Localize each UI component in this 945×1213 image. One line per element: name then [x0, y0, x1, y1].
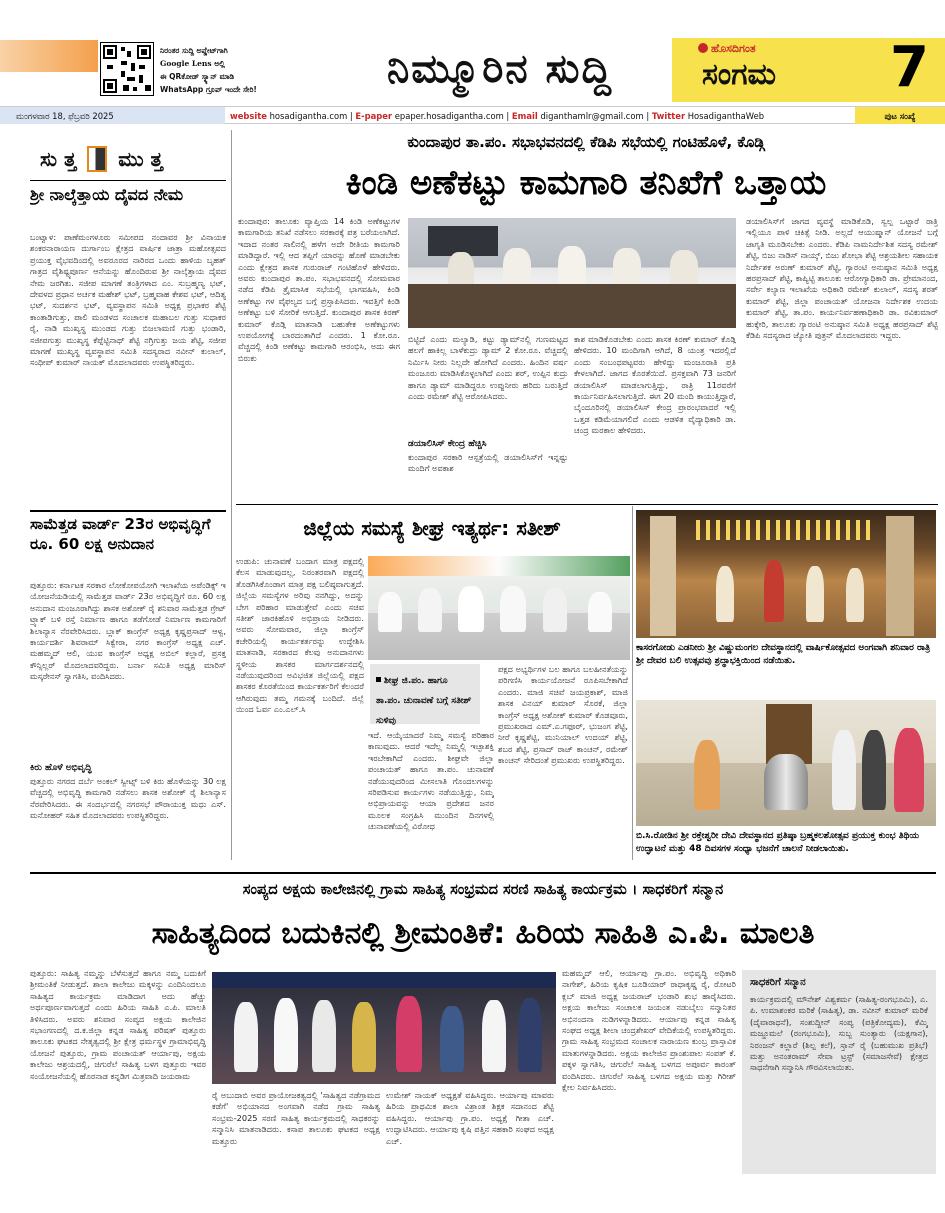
masthead — [0, 0, 945, 121]
samaithada-body: ಪುತ್ತೂರು: ಕರ್ನಾಟಕ ಸರಕಾರ ಲೋಕೋಪಯೋಗಿ ಇಲಾಖೆಯ ಅಪೆಂಡಿಕ್ಸ್ ಇ ಯೋಜನೆಯಡಿಯಲ್ಲಿ ಸಾಮೆತ್ತಡ ವಾರ್ಡ್ 23ರ ಅಭಿವೃದ್ಧಿಗೆ ರೂ. 60 ಲಕ್ಷ ಅನುದಾನ ಮಂಜೂರಾಗಿದ್ದು ಶಾಸಕ ಅಶೋಕ್ ರೈ ಶನಿವಾರ ಸಾಮೆತ್ತಡ ಗ್ರೇಟ್ ಟ್ರ್ಯಾಕ್ ಬಳಿ ರಸ್ತೆ ನಿರ್ಮಾಣ ಹಾಗೂ ತಡೆಗೋಡೆ ನಿರ್ಮಾಣ ಕಾಮಗಾರಿಗೆ ಶಿಲಾನ್ಯಾಸ ನೆರವೇರಿಸಿದರು. ಬ್ಲಾಕ್ ಕಾಂಗ್ರೆಸ್ ಅಧ್ಯಕ್ಷ ಕೃಷ್ಣಪ್ರಸಾದ್ ಆಳ್ವ, ಕಾರ್ಯದರ್ಶಿ ಶಿವರಾಮ್ ಸಿಕ್ವೇರಾ, ನಗರ ಕಾಂಗ್ರೆಸ್ ಅಧ್ಯಕ್ಷ ಎಚ್. ಮಹಮ್ಮದ್ ಆಲಿ, ಯುವ ಕಾಂಗ್ರೆಸ್ ಅಧ್ಯಕ್ಷ ಅಬಿಲ್ ಕಲ್ಲಾರೆ, ಪ್ರಸಕ್ತ ಕೌನ್ಸಿಲ್ಲರ್ ಮೊದಲಾದವರಿದ್ದರು. ಬರ್ನಾ ಸಮಿತಿ ಅಧ್ಯಕ್ಷ ಮಾರಿಸ್ ಮಸ್ಕರೇನಸ್ ಸ್ವಾಗತಿಸಿ, ವಂದಿಸಿದರು. — [30, 580, 226, 682]
person-figure — [234, 1002, 258, 1072]
kindi-kicker: ಕುಂದಾಪುರ ತಾ.ಪಂ. ಸಭಾಭವನದಲ್ಲಿ ಕೆಡಿಪಿ ಸಭೆಯಲ್ಲಿ ಗಂಟಿಹೊಳೆ, ಕೊಡ್ಗಿ — [407, 133, 765, 151]
nalketaya-body: ಬಂಟ್ವಾಳ: ಪಾಣೆಮಂಗಳೂರು ಸಮೀಪದ ನಂದಾವರ ಶ್ರೀ ವಿನಾಯಕ ಶಂಕರನಾರಾಯಣ ದುರ್ಗಾಂಬ ಕ್ಷೇತ್ರದ ವಾರ್ಷಿಕ ಜಾತ್ರಾ ಮಹೋತ್ಸವದ ಪ್ರಯುಕ್ತ ವೈಭವದಿಂದಲ್ಲಿ ಅವರೂರದ ನಾರಿರದ ಒಂದು ಹಾಳಿಯ ಬೃಹತ್ ಗಾತ್ರದ ವೈಶಿಷ್ಟ್ಯಪೂರ್ಣ ಆನೆಯನ್ನು ಹೊಂದಿರುವ ಶ್ರೀ ನಾಲ್ಕೆತ್ತಾಯ ದೈವದ ನೇಮ ಜರಗಿತು. ಸಜೀಪ ಮಾಗಣೆ ತಂತ್ರಿಗಳಾದ ಎಂ. ಸುಬ್ರಹ್ಮಣ್ಯ ಭಟ್, ದೇವಳದ ಪ್ರಧಾನ ಅರ್ಚಕ ಮಹೇಶ್ ಭಟ್, ಬ್ರಹ್ಮವಾಹ ಕೇಶವ ಭಟ್, ಆದಿತ್ಯ ಭಟ್, ಸುದರ್ಶನ ಭಟ್, ವ್ಯವಸ್ಥಾಪನ ಸಮಿತಿ ಅಧ್ಯಕ್ಷ ಪ್ರಭಾಕರ ಶೆಟ್ಟಿ ಕಾಂತಾಡಿಗುತ್ತು, ಪಾಲಿ ಮಂಡಳದ ಸಂಚಾಲಕ ಮಹಾಬಲ ಗುತ್ತು ಸುಧಾಕರ ರೈ, ನಾಡಿ ಮುಖ್ಯಸ್ಥ ಮುಂಡದ ಗುತ್ತು ಬಿಜಲಾಮಣಿ ಗುತ್ತು ಭಂಡಾರಿ, ಸಜೀಪಗುತ್ತು ಮುಖ್ಯಸ್ಥ ಕೆಪ್ಪೆಟ್ಟಿನಾಥ್ ಶೆಟ್ಟಿ ನಗ್ರಿಗುತ್ತು ಜಯ ಶೆಟ್ಟಿ, ಸಜೀಪ ಮಾಗಣೆ ಮುಖ್ಯಸ್ಥ ವ್ಯವಸ್ಥಾಪನ ಸಮಿತಿ ಸದಸ್ಯರಾದ ನವೀನ್ ಕುಲಾಲ್, ಸಂಧೀಪ್ ಕುಮಾರ್ ನಾಯಕ್ ಮೊದಲಾದವರು ಉಪಸ್ಥಿತರಿದ್ದರು. — [30, 232, 226, 368]
jilleya-pullquote — [370, 664, 480, 724]
jilleya-col-3: ಪಕ್ಷದ ಅಭ್ಯರ್ಥಿಗಳ ಬಲ ಹಾಗೂ ಬಲಹೀನತೆಯನ್ನು ಪರಿಗಣಿಸಿ ಕಾರ್ಯಯೋಜನೆ ರೂಪಿಸಬೇಕಾಗಿದೆ ಎಂದರು. ಮಾಜಿ ಸಚಿವೆ ಜಯಪ್ರಕಾಶ್, ಮಾಜಿ ಶಾಸಕ ವಿನಯ್ ಕುಮಾರ್ ಸೊರಕೆ, ಜಿಲ್ಲಾ ಕಾಂಗ್ರೆಸ್ ಅಧ್ಯಕ್ಷ ಅಶೋಕ್ ಕುಮಾರ್ ಕೊಡವೂರು, ಪ್ರಮುಖರಾದ ಎಮ್.ಎ.ಗಫೂರ್, ಭುಜಂಗ ಶೆಟ್ಟಿ, ನೀರೆ ಕೃಷ್ಣಶೆಟ್ಟಿ, ಮುನಿಯಾಲ್ ಉದಯ್ ಶೆಟ್ಟಿ, ಶಬರ ಶೆಟ್ಟಿ, ಪ್ರಸಾದ್ ರಾಜ್ ಕಾಂಚನ್, ರಮೇಶ್ ಕಾಂಚನ್ ಸೇರಿದಂತೆ ಪ್ರಮುಖರು ಉಪಸ್ಥಿತರಿದ್ದರು. — [498, 664, 628, 766]
qr-line-4: WhatsApp ಗ್ರೂಪ್ ಇಂದೇ ಸೇರಿ! — [160, 85, 257, 94]
divider — [30, 510, 226, 512]
qr-line-2: Google Lens ಅಲ್ಲಿ — [160, 59, 225, 68]
brand-big: ಸಂಗಮ — [702, 57, 776, 92]
logo-right: ಮು ತ್ತ — [118, 147, 163, 171]
person-figure — [312, 1000, 336, 1072]
door-icon — [87, 146, 107, 172]
twitter-link[interactable]: HosadiganthaWeb — [687, 111, 765, 121]
issue-date: ಮಂಗಳವಾರ 18, ಫೆಬ್ರವರಿ 2025 — [0, 107, 225, 124]
page-number: 7 — [890, 35, 929, 100]
divider — [30, 872, 936, 874]
sahitya-col-3: ಉಮೇಶ್ ನಾಯಕ್ ಅಧ್ಯಕ್ಷತೆ ವಹಿಸಿದ್ದರು. ಆರ್ಯಾಪು ಮಾವರು ಹಿರಿಯ ಪ್ರಾಥಮಿಕ ಶಾಲಾ ವಿಶ್ರಾಂತ ಶಿಕ್ಷಕ ಸದಾನಂದ ಶೆಟ್ಟಿ ವಹಿಸಿದ್ದರು. ಆರ್ಯಾಪು ಗ್ರಾ.ಪಂ. ಅಧ್ಯಕ್ಷೆ ಗೀತಾ ಎಚ್. ಉದ್ಘಾಟಿಸಿದರು. ಆರ್ಯಾಪು ಕೃಷಿ ಪತ್ತಿನ ಸಹಕಾರಿ ಸಂಘದ ಅಧ್ಯಕ್ಷ ಎಚ್. — [386, 1090, 554, 1146]
divider — [236, 504, 938, 505]
jilleya-headline: ಜಿಲ್ಲೆಯ ಸಮಸ್ಯೆ ಶೀಘ್ರ ಇತ್ಯರ್ಥ: ಸತೀಶ್ — [303, 516, 561, 540]
nalketaya-headline: ಶ್ರೀ ನಾಲ್ಕೆತ್ತಾಯ ದೈವದ ನೇಮ — [30, 185, 184, 204]
kindi-col-2a: ಬಿಟ್ಟಿದೆ ಎಂದು ಮಲ್ಯಾಡಿ, ಕಟ್ಟು ಡ್ಯಾಮ್‌ನಲ್ಲಿ ಗುಣಮಟ್ಟದ ಹಲಗೆ ಹಾಕಿಲ್ಲ ಬಾಳೆಕುದ್ರು ಡ್ಯಾಮ್ 2 ಕೋ.ರೂ. ವೆಚ್ಚದಲ್ಲಿ ನಿರ್ಮಿಸಿ ನೀರು ನಿಲ್ಲದೇ ಹೋಗಿದೆ ಎಂದರು. ಹಿಂದಿನ ವರ್ಷ ಮಂಜೂರು ಮಾಡಿಸಿಕೊಳ್ಳಲಾಗಿದೆ ಎಂದು ಶರ್, ಉಪ್ಪಿನ ಕುದ್ರು ಹಾಗೂ ಡ್ಯಾಮ್ ಮಾಡಿದ್ದರೂ ಉಪ್ಪುನೀರು ಹರಿದು ಬರುತ್ತಿದೆ ಎಂದು ರಮೇಶ್ ಶೆಟ್ಟಿ ಆರೋಪಿಸಿದರು. — [408, 334, 568, 402]
person-figure — [458, 586, 484, 632]
priest-figure — [694, 740, 720, 810]
person-figure — [894, 728, 924, 812]
sahitya-felicitation-photo — [212, 972, 556, 1084]
sahitya-headline: ಸಾಹಿತ್ಯದಿಂದ ಬದುಕಿನಲ್ಲಿ ಶ್ರೀಮಂತಿಕೆ: ಹಿರಿಯ ಸಾಹಿತಿ ಎ.ಪಿ. ಮಾಲತಿ — [151, 916, 815, 951]
sadhakarige-title: ಸಾಧಕರಿಗೆ ಸನ್ಮಾನ — [750, 977, 806, 988]
person-figure — [500, 586, 526, 632]
column-rule — [632, 506, 633, 860]
person-figure — [396, 996, 422, 1072]
qr-line-1: ನಿರಂತರ ಸುದ್ದಿ ಅಪ್ಡೇಟ್‌ಗಾಗಿ — [160, 46, 228, 55]
performer — [764, 560, 784, 622]
kiru-hole-body: ಪುತ್ತೂರು ನಗರದ ದರ್ಬೆ ಅಂಕಲ್ ಸ್ವೀಟ್ಸ್ ಬಳಿ ಕಿರು ಹೊಳೆಯನ್ನು 30 ಲಕ್ಷ ವೆಚ್ಚದಲ್ಲಿ ಅಭಿವೃದ್ಧಿ ಕಾಮಗಾರಿ ನಡೆಸಲು ಶಾಸಕ ಅಶೋಕ್ ರೈ ಶಿಲಾನ್ಯಾಸ ನೆರವೇರಿಸಿದರು. ಈ ಸಂದರ್ಭದಲ್ಲಿ ನಗರಸಭೆ ಪೌರಾಯುಕ್ತ ಮಧು ಎಸ್. ಮನೋಹರ್ ಸಹಿತ ಮೊದಲಾದವರು ಉಪಸ್ಥಿತರಿದ್ದರು. — [30, 776, 226, 821]
jilleya-col-1: ಉಡುಪಿ: ಚುನಾವಣೆ ಬಂದಾಗ ಮಾತ್ರ ಪಕ್ಷದಲ್ಲಿ ಕೆಲಸ ಮಾಡುವುದಲ್ಲ, ನಿರಂತರವಾಗಿ ಪಕ್ಷದಲ್ಲಿ ತೊಡಗಿಸಿಕೊಂಡಾಗ ಮಾತ್ರ ಪಕ್ಷ ಬಲಿಷ್ಠವಾಗುತ್ತದೆ. ಜಿಲ್ಲೆಯ ಸಮಸ್ಯೆಗಳ ಅರಿವು ನನಗಿದ್ದು, ಅದನ್ನು ಬೇಗ ಪರಿಹಾರ ಮಾಡುತ್ತೇವೆ ಎಂದು ಸಚಿವ ಸತೀಶ್ ಜಾರಕಿಹೊಳಿ ಅಭಿಪ್ರಾಯ ನೀಡಿದರು. ಅವರು ಸೋಮವಾರ, ಜಿಲ್ಲಾ ಕಾಂಗ್ರೆಸ್ ಕಚೇರಿಯಲ್ಲಿ ಕಾರ್ಯಕರ್ತರನ್ನು ಉದ್ದೇಶಿಸಿ ಮಾತನಾಡಿ, ಸರಕಾರದ ಕೆಲವು ಅನುದಾನಗಳು ಸ್ಥಳೀಯ ಶಾಸಕರ ಮಾರ್ಗದರ್ಶನದಲ್ಲಿ ನಡೆಯುವುದರಿಂದ ಅವಿಭಜಿತ ಜಿಲ್ಲೆಯಲ್ಲಿ ಪಕ್ಷದ ಶಾಸಕರ ಕೊರತೆಯಿಂದ ಕಾರ್ಯಕರ್ತರಿಗೆ ಕೆಲಂದರೆ ಆಗಿರುವುದು ತಮ್ಮ ಗಮನಕ್ಕೆ ಬಂದಿದೆ. ಜಿಲ್ಲೆ ಯಿಂದ ಓರ್ವ ಎಂ.ಎಲ್.ಸಿ — [236, 556, 364, 715]
person-figure — [274, 998, 298, 1072]
email-link[interactable]: diganthamlr@gmail.com — [540, 111, 644, 121]
lights — [696, 520, 876, 540]
brand-logo-icon — [698, 43, 708, 53]
person-figure — [862, 730, 886, 810]
email-label: Email — [511, 111, 538, 121]
brand-block — [672, 35, 945, 102]
kindi-col-4: ಡಯಾಲಿಸಿಸ್‌ಗೆ ಜಾಗದ ವ್ಯವಸ್ಥೆ ಮಾಡಿಕೊಡಿ, ಸ್ವಲ್ಪ ಒಟ್ಟಾರೆ ರಾತ್ರಿ ಇಲ್ಲಿಯೂ ಪಾಳಿ ಚಿಕಿತ್ಸೆ ನೀಡಿ. ಅಲ್ಲದೆ ಆಯುಷ್ಮಾನ್ ಯೋಜನೆ ಬಗ್ಗೆ ಜಾಗೃತಿ ಮೂಡಿಸಬೇಕು ಎಂದರು. ಕೆಡಿಪಿ ನಾಮನಿರ್ದೇಶಿತ ಸದಸ್ಯ ರಮೇಶ್ ಶೆಟ್ಟಿ, ಬಿಜು ನಾಡಿಸ್ ನಾಯ್ಕ್, ಬಿಜು ಶೋಭಾ ಶೆಟ್ಟಿ ಆಶ್ರಯಶೀಲ ಸಹಾಯಕ ನಿರ್ದೇಶಕ ಅರುಣ್ ಕುಮಾರ್ ಶೆಟ್ಟಿ, ಗ್ಯಾರಂಟಿ ಅನುಷ್ಠಾನ ಸಮಿತಿ ಅಧ್ಯಕ್ಷ ಹರಪ್ರಸಾದ್ ಶೆಟ್ಟಿ, ಕಾಪ್ಯಿಟ್ಟಿ ತಾಲೂಕು ಆರೋಗ್ಯಾಧಿಕಾರಿ ಡಾ. ಪ್ರೇಮಾನಂದ, ಸರ್ವೇ ಕಲ್ಯಾಣ ಇಲಾಖೆಯ ಅಧಿಕಾರಿ ರಮೇಶ್ ಕುಲಾಲ್, ಸದಸ್ಯ ಶರತ್ ಕುಮಾರ್ ಶೆಟ್ಟಿ, ಜಿಲ್ಲಾ ಪಂಚಾಯತ್ ಯೋಜನಾ ನಿರ್ದೇಶಕ ಉದಯ ಕುಮಾರ್ ಶೆಟ್ಟಿ, ತಾ.ಪಂ. ಕಾರ್ಯನಿರ್ವಹಣಾಧಿಕಾರಿ ಡಾ. ರವಿಕುಮಾರ್ ಹುಕ್ಕೇರಿ, ತಾಲೂಕು ಗ್ಯಾರಂಟಿ ಅನುಷ್ಠಾನ ಸಮಿತಿ ಅಧ್ಯಕ್ಷ ಹರಪ್ರಸಾದ್ ಶೆಟ್ಟಿ ಕೆಡಿಪಿ ಸದಸ್ಯರಾದ ಜ್ಯೋತಿ ಪುತ್ರನ್ ಮೊದಲಾದವರು ಇದ್ದರು. — [746, 216, 938, 341]
divider — [30, 180, 226, 181]
qr-instructions — [160, 44, 325, 96]
bc-road-photo — [636, 700, 936, 826]
table — [408, 284, 736, 328]
sahitya-col-1: ಪುತ್ತೂರು: ಸಾಹಿತ್ಯ ನಮ್ಮನ್ನು ಬೆಳೆಸುತ್ತದೆ ಹಾಗೂ ನಮ್ಮ ಬದುಕಿಗೆ ಶ್ರೀಮಂತಿಕೆ ನೀಡುತ್ತದೆ. ಶಾಲಾ ಕಾಲೇಜು ಮಕ್ಕಳನ್ನು ಎಂದಿನಿಂದಲೂ ಸಾಹಿತ್ಯದ ಕಾರ್ಯಕ್ರಮ ಮಾಡಿದಾಗ ಅದು ಹೆಚ್ಚು ಅರ್ಥಪೂರ್ಣವಾಗುತ್ತದೆ ಎಂದು ಹಿರಿಯ ಸಾಹಿತಿ ಎ.ಪಿ. ಮಾಲತಿ ತಿಳಿಸಿದರು. ಅವರು ಶನಿವಾರ ಸಂಪ್ಯದ ಅಕ್ಷಯ ಕಾಲೇಜಿನ ಸಭಾಂಗಣದಲ್ಲಿ ದ.ಕ.ಜಿಲ್ಲಾ ಕನ್ನಡ ಸಾಹಿತ್ಯ ಪರಿಷತ್ ಪುತ್ತೂರು ತಾಲೂಕು ಘಟಕದ ನೇತೃತ್ವದಲ್ಲಿ ಶ್ರೀ ಕ್ಷೇತ್ರ ಧರ್ಮಸ್ಥಳ ಗ್ರಾಮಾಭಿವೃದ್ಧಿ ಯೋಜನೆ ಪುತ್ತೂರು, ಗ್ರಾಮ ಪಂಚಾಯತ್ ಆರ್ಯಾಪು, ಅಕ್ಷಯ ಕಾಲೇಜು ಆಶ್ರಯದಲ್ಲಿ, ಚಿಗುರೆಲೆ ಸಾಹಿತ್ಯ ಬಳಗ ಪುತ್ತೂರು ಇವರ ಸಂಯೋಜನೆಯಲ್ಲಿ ಹೊರನಾಡ ಕನ್ನಡಿಗ ಮಿತ್ರವಾದಿ ಜಯರಾಮ — [30, 968, 206, 1081]
brand-small-text: ಹೊಸದಿಗಂತ — [711, 42, 756, 55]
sutthamuttha-logo — [40, 140, 220, 178]
sahitya-col-2: ರೈ ಅಬುದಾಬಿ ಅವರ ಪ್ರಾಯೋಜಕತ್ವದಲ್ಲಿ 'ಸಾಹಿತ್ಯದ ನಡೆಗ್ರಾಮದ ಕಡೆಗೆ' ಅಭಿಯಾನದ ಅಂಗವಾಗಿ ನಡೆದ ಗ್ರಾಮ ಸಾಹಿತ್ಯ ಸಂಭ್ರಮ-2025 ಸರಣಿ ಸಾಹಿತ್ಯ ಕಾರ್ಯಕ್ರಮದಲ್ಲಿ ಸಾಧಕರನ್ನು ಸನ್ಮಾನಿಸಿ ಮಾತನಾಡಿದರು. ಕಸಾಪ ತಾಲೂಕು ಘಟಕದ ಅಧ್ಯಕ್ಷ ಮತ್ತೂರು — [212, 1090, 380, 1146]
kasaragod-caption: ಕಾಸರಗೋಡು ಎಡನೀರು ಶ್ರೀ ವಿಷ್ಣುಮಂಗಲ ದೇವಸ್ಥಾನದಲ್ಲಿ ವಾರ್ಷಿಕೋತ್ಸವದ ಅಂಗವಾಗಿ ಶನಿವಾರ ರಾತ್ರಿ ಶ್ರೀ ದೇವರ ಬಲಿ ಉತ್ಸವವು ಶ್ರದ್ಧಾಭಕ್ತಿಯಿಂದ ನಡೆಯಿತು. — [636, 643, 931, 666]
kindi-col-1: ಕುಂದಾಪುರ: ತಾಲೂಕು ವ್ಯಾಪ್ತಿಯ 14 ಕಿಂಡಿ ಅಣೆಕಟ್ಟುಗಳ ಕಾಮಗಾರಿಯ ತನಿಖೆ ನಡೆಸಲು ಸರಕಾರಕ್ಕೆ ಪತ್ರ ಬರೆಯಲಾಗಿದೆ. ಇದಾದ ನಂತರ ಸಾಲಿನಲ್ಲಿ ಹಳೆಗ ಅದೇ ರೀತಿಯ ಕಾಮಗಾರಿ ಮಾಡಿದ್ದಾರೆ. ಇಲ್ಲಿ ಆದ ತಪ್ಪಿಗೆ ಯಾರನ್ನು ಹೊಣೆ ಮಾಡಬೇಕು ಎಂದು ಕ್ಷೇತ್ರದ ಶಾಸಕ ಗುರುರಾಜ್ ಗಂಟಿಹೊಳೆ ಹೇಳಿದರು. ಅವರು ಕುಂದಾಪುರ ತಾ.ಪಂ. ಸಭಾಭವನದಲ್ಲಿ ಸೋಮವಾರ ನಡೆದ ಕೆಡಿಪಿ ತ್ರೈಮಾಸಿಕ ಸಭೆಯಲ್ಲಿ ಭಾಗವಹಿಸಿ, ಕಿಂಡಿ ಅಣೆಕಟ್ಟು ಗಳ ವೈಫಲ್ಯದ ಬಗ್ಗೆ ಪ್ರಸ್ತಾಪಿಸಿದರು. ಇವತ್ತಿಗೆ ಕಿಂಡಿ ಅಣೆಕಟ್ಟು ಬಳಿ ಸೋರಿಕೆ ಆಗುತ್ತಿದೆ. ಕುಂದಾಪುರ ಶಾಸಕ ಕಿರಣ್ ಕುಮಾರ್ ಕೊಡ್ಗಿ ಮಾತನಾಡಿ ಬಹುತೇಕ ಅಣೆಕಟ್ಟುಗಳು ಉಪಯೋಗಕ್ಕೆ ಬಾರದಂತಾಗಿದೆ ಎಂದರು. 1 ಕೋ.ರೂ. ವೆಚ್ಚದಲ್ಲಿ ಕಿಂಡಿ ಅಣೆಕಟ್ಟು ಕಾಮಗಾರಿ ಆರಂಭಿಸಿ, ಅದು ಈಗ ಬಿರುಕು — [238, 216, 400, 363]
qr-code[interactable] — [100, 42, 154, 96]
pullquote-text: ಶೀಘ್ರ ಜಿ.ಪಂ. ಹಾಗೂ ತಾ.ಪಂ. ಚುನಾವಣೆ ಬಗ್ಗೆ ಸತೀಶ್ ಸುಳಿವು — [376, 676, 472, 726]
performer — [846, 568, 864, 622]
kumbha-pot — [764, 754, 808, 810]
person-figure — [378, 592, 402, 632]
website-label: website — [230, 111, 267, 121]
kindi-col-3: ಕಾಶ ಮಾಡಿಕೊಡಬೇಕು ಎಂದು ಶಾಸಕ ಕಿರಣ್ ಕುಮಾರ್ ಕೊಡ್ಗಿ ಹೇಳಿದರು. 10 ಮಂದಿಗಾಗಿ ಆಗಿದೆ, 8 ಯಂತ್ರ ಇದರಲ್ಲಿದೆ ಎಂದು ಸಂಬಂಧಪಟ್ಟವರು ಹೇಳಿದ್ದು ಮಂಜೂರಾತಿ ಪ್ರತಿ ಕೇಳಲಾಗಿದೆ. ಜಾಗದ ಕೊರತೆಯಿದೆ. ಪ್ರಸಕ್ತವಾಗಿ 73 ಜನರಿಗೆ ಡಯಾಲಿಸಿಸ್ ಮಾಡಲಾಗುತ್ತಿದ್ದು, ರಾತ್ರಿ 11ರವರೆಗೆ ಕಾರ್ಯನಿರ್ವಹಿಸಲಾಗುತ್ತಿದೆ. ಈಗ 20 ಮಂದಿ ಕಾಯುತ್ತಿದ್ದಾರೆ, ಬೈಂದೂರಿನಲ್ಲಿ ಡಯಾಲಿಸಿಸ್ ಕೇಂದ್ರ ಪ್ರಾರಂಭವಾದರೆ ಇಲ್ಲಿ ಒತ್ತಡ ಕಡಿಮೆಯಾಗಲಿದೆ ಎಂದು ಆಡಳಿತ ವೈದ್ಯಾಧಿಕಾರಿ ಡಾ. ಚಂದ್ರ ಮರಕಾಲ ಹೇಳಿದರು. — [574, 334, 736, 436]
person-figure — [440, 1006, 464, 1072]
separator: | — [646, 111, 650, 121]
edition-label: ಪುಟ ಸಂಖ್ಯೆ — [855, 107, 945, 124]
person-figure — [832, 730, 856, 810]
jilleya-meeting-photo — [368, 556, 630, 660]
banner — [212, 972, 556, 988]
person-figure — [482, 1000, 506, 1072]
epaper-label: E-paper — [355, 111, 393, 121]
info-strip — [0, 106, 945, 124]
epaper-link[interactable]: epaper.hosadigantha.com — [394, 111, 504, 121]
separator: | — [349, 111, 353, 121]
person-figure — [518, 998, 542, 1072]
performer — [806, 566, 824, 622]
logo-left: ಸು ತ್ತ — [40, 147, 77, 171]
brand-small — [698, 42, 756, 56]
kindi-col-2b: ಕುಂದಾಪುರ ಸರಕಾರಿ ಆಸ್ಪತ್ರೆಯಲ್ಲಿ ಡಯಾಲಿಸಿಸ್‌ಗೆ ಇನ್ನಷ್ಟು ಮಂದಿಗೆ ಅವಕಾಶ — [408, 452, 568, 474]
decorated-pillar — [886, 516, 914, 636]
qr-line-3: ಈ QRಕೋಡ್ ಸ್ಕ್ಯಾನ್ ಮಾಡಿ — [160, 72, 235, 81]
website-link[interactable]: hosadigantha.com — [269, 111, 348, 121]
contact-line — [230, 107, 850, 125]
twitter-label: Twitter — [651, 111, 686, 121]
sahitya-col-4: ಮಹಮ್ಮದ್ ಆಲಿ, ಆರ್ಯಾಪು ಗ್ರಾ.ಪಂ. ಅಭಿವೃದ್ಧಿ ಅಧಿಕಾರಿ ನಾಗೇಶ್, ಹಿರಿಯ ಕೃಷಿಕ ಬೂಡಿಯಾರ್ ರಾಧಾಕೃಷ್ಣ ರೈ, ರೋಟರಿ ಕ್ಲಬ್ ಮಾಜಿ ಅಧ್ಯಕ್ಷ ಜಯರಾಜ್ ಭಂಡಾರಿ ಶುಭ ಹಾರೈಸಿದರು. ಅಕ್ಷಯ ಕಾಲೇಜು ಸಂಚಾಲಕ ಜಯಂತ ನಡುಬೈಲು ಸನ್ಮಾನಿತರ ಅಭಿನಂದನಾ ನುಡಿಗಳನ್ನಾಡಿದರು. ಆರ್ಯಾಪು ಕನ್ನಡ ಸಾಹಿತ್ಯ ಸಂಘದ ಅಧ್ಯಕ್ಷ ಶೀಲಾ ಚಂದ್ರಶೇಖರ್ ವೇದಿಕೆಯಲ್ಲಿ ಉಪಸ್ಥಿತರಿದ್ದರು. ಗ್ರಾಮ ಸಾಹಿತ್ಯ ಸಂಭ್ರಮದ ಸಂಚಾಲಕ ನಾರಾಯಣ ಕುಂಬ್ರ ಪ್ರಾಸ್ತಾವಿಕ ಮಾತುಗಳನ್ನಾಡಿದರು. ಅಕ್ಷಯ ಕಾಲೇಜಿನ ಪ್ರಾಂಶುಪಾಲ ಸಂಪತ್ ಕೆ. ಪಕ್ಕಳ ಸ್ವಾಗತಿಸಿ, ಚಿಗುರೆಲೆ ಸಾಹಿತ್ಯ ಬಳಗದ ಅಪೂರ್ವ ಕಾರಂತ್ ವಂದಿಸಿದರು. ಚಿಗುರೆಲೆ ಸಾಹಿತ್ಯ ಬಳಗದ ಅಕ್ಷಯ ಮತ್ತು ಗಿರೀಶ್ ಕ್ಷೇಲ ನಿರ್ವಹಿಸಿದರು. — [562, 968, 736, 1093]
bc-road-caption: ಬಿ.ಸಿ.ರೋಡಿನ ಶ್ರೀ ರಕ್ತೇಶ್ವರೀ ದೇವಿ ದೇವಸ್ಥಾನದ ಪ್ರತಿಷ್ಠಾ ಬ್ರಹ್ಮಕಲಶೋತ್ಸವ ಪ್ರಯುಕ್ತ ಕುಂಭ ತಿಥಿಯ ಉದ್ಘಾಟನೆ ಮತ್ತು 48 ದಿವಸಗಳ ಸಂಧ್ಯಾ ಭಜನೆಗೆ ಚಾಲನೆ ನೀಡಲಾಯಿತು. — [636, 831, 919, 854]
jilleya-col-2: ಇದೆ. ಆಯ್ಕೆಯಾದರೆ ನಿಮ್ಮ ಸಮಸ್ಯೆ ಪರಿಹಾರ ಕಾಣುವುದು. ಆದರೆ ಇದೆಲ್ಲ ನಿಮ್ಮಲ್ಲಿ ಇಚ್ಛಾಶಕ್ತಿ ಇರಬೇಕಾಗಿದೆ ಎಂದರು. ಶೀಘ್ರವೇ ಜಿಲ್ಲಾ ಪಂಚಾಯತ್ ಹಾಗೂ ತಾ.ಪಂ. ಚುನಾವಣೆ ನಡೆಯುವುದರಿಂದ ಮೀಸಲಾತಿ ಗೊಂದಲಗಳನ್ನು ಸರಿಪಡಿಸುವ ಕಾರ್ಯಗಳು ನಡೆಯುತ್ತಿದ್ದು, ನಿಮ್ಮ ಅಭಿಪ್ರಾಯವನ್ನು ಆಯಾ ಪ್ರದೇಶದ ಜನರ ಮೂಲಕ ಸಂಗ್ರಹಿಸಿ ಮುಂದಿನ ದಿನಗಳಲ್ಲಿ ಚುನಾವಣೆಯಲ್ಲಿ ವಿರೋಧ — [368, 730, 494, 832]
samaithada-headline: ಸಾಮೆತ್ತಡ ವಾರ್ಡ್ 23ರ ಅಭಿವೃದ್ಧಿಗೆ ರೂ. 60 ಲಕ್ಷ ಅನುದಾನ — [30, 515, 211, 553]
masthead-orange-band — [0, 40, 98, 72]
decorated-pillar — [650, 516, 676, 636]
performer — [716, 566, 734, 622]
person-figure — [543, 588, 567, 632]
person-figure — [418, 588, 442, 632]
bullet-icon — [376, 677, 381, 682]
dialysis-subhead: ಡಯಾಲಿಸಿಸ್ ಕೇಂದ್ರ ಹೆಚ್ಚಿಸಿ — [408, 439, 487, 449]
column-rule — [231, 130, 232, 860]
person-figure — [352, 1002, 376, 1072]
qr-code-image — [101, 43, 153, 95]
sadhakarige-body: ಕಾರ್ಯಕ್ರಮದಲ್ಲಿ ಮೌನೇಶ್ ವಿಶ್ವಕರ್ಮ (ಸಾಹಿತ್ಯ-ರಂಗಭೂಮಿ), ಎ. ಪಿ. ಉಮಾಶಂಕರ ಮರಿಕೆ (ಸಾಹಿತ್ಯ), ಡಾ. ನವೀನ್ ಕುಮಾರ್ ಮರಿಕೆ (ದೈವಾರಾಧನೆ), ಸಂಶುದ್ದೀನ್ ಸಂಪ್ಯ (ಪತ್ರಿಕೋದ್ಯಮ), ಕೆಮ್ಮಿ ಮಜ್ಜೂಮಲೆ (ರಂಗಭೂಮಿ), ಸುಬ್ಬ ಸುಂತ್ಯಾರು (ಯಕ್ಷಗಾನ), ನಿರಂಜನ್ ಕಲ್ಲಾರೆ (ಶಿಲ್ಪ ಕಲೆ), ಸ್ತಾನ್ ರೈ (ಬಹುಮುಖ ಪ್ರತಿಭೆ) ಮತ್ತು ಅನಂತರಾಮ್ ಸೇವಾ ಟ್ರಸ್ಟ್ (ಸಮಾಜಸೇವೆ) ಕ್ಷೇತ್ರದ ಸಾಧನೆಗಾಗಿ ಸನ್ಮಾನಿಸಿ ಗೌರವಿಸಲಾಯಿತು. — [750, 994, 928, 1073]
sahitya-kicker: ಸಂಪ್ಯದ ಅಕ್ಷಯ ಕಾಲೇಜಿನಲ್ಲಿ ಗ್ರಾಮ ಸಾಹಿತ್ಯ ಸಂಭ್ರಮದ ಸರಣಿ ಸಾಹಿತ್ಯ ಕಾರ್ಯಕ್ರಮ । ಸಾಧಕರಿಗೆ ಸನ್ಮಾನ — [242, 882, 724, 898]
kindi-meeting-photo — [408, 218, 736, 328]
separator: | — [506, 111, 510, 121]
sadhakarige-box — [742, 970, 936, 1174]
kindi-headline: ಕಿಂಡಿ ಅಣೆಕಟ್ಟು ಕಾಮಗಾರಿ ತನಿಖೆಗೆ ಒತ್ತಾಯ — [345, 163, 827, 203]
banner — [368, 556, 630, 576]
person-figure — [588, 592, 612, 632]
kasaragod-photo — [636, 510, 936, 638]
section-title: ನಿಮ್ಮೂರಿನ ಸುದ್ದಿ — [387, 46, 613, 92]
kiru-hole-subhead: ಕಿರು ಹೊಳೆ ಅಭಿವೃದ್ಧಿ — [30, 763, 92, 773]
